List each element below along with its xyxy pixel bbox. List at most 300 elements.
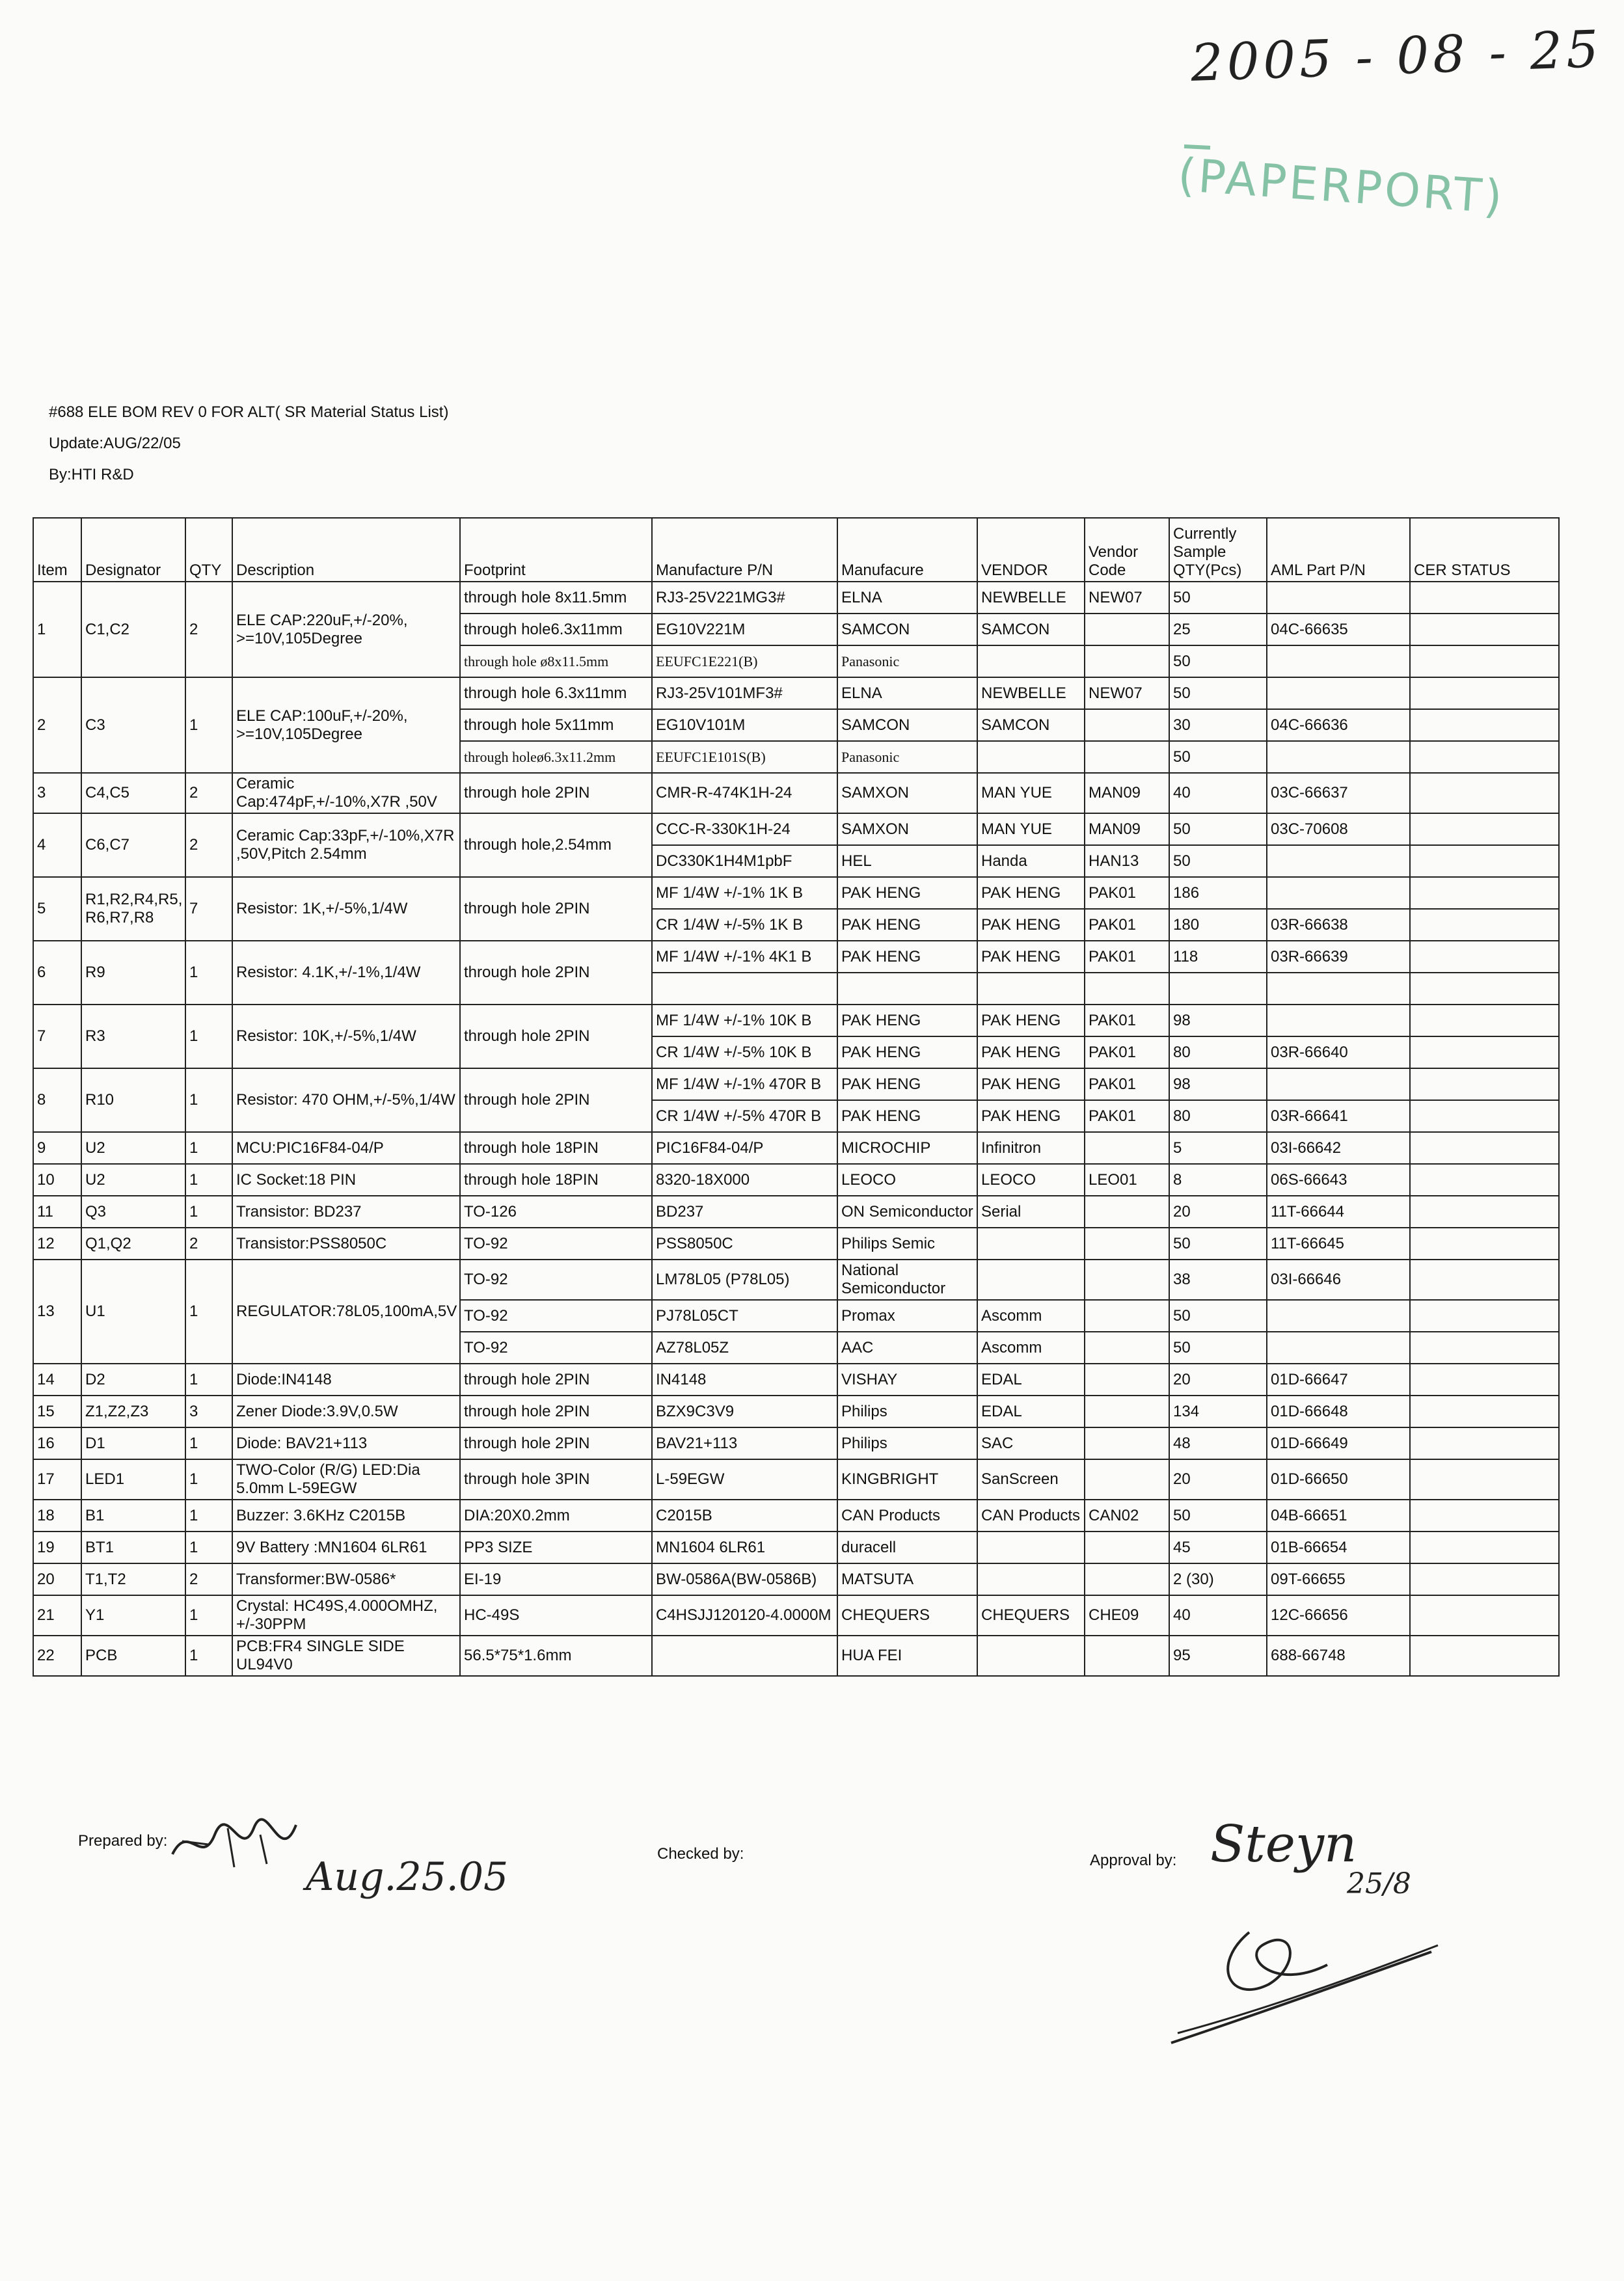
designator-cell: D1 — [81, 1427, 185, 1459]
aml-part-cell: 06S-66643 — [1267, 1164, 1410, 1196]
vendor-code-cell — [1085, 1332, 1169, 1364]
manufacturer-cell: SAMCON — [837, 614, 977, 645]
sample-qty-cell: 20 — [1169, 1459, 1267, 1500]
description-cell: Transistor:PSS8050C — [232, 1228, 460, 1260]
manufacture-pn-cell — [652, 1636, 837, 1676]
header-designator: Designator — [81, 518, 185, 582]
vendor-code-cell: PAK01 — [1085, 1036, 1169, 1068]
footprint-cell: EI-19 — [460, 1563, 652, 1595]
description-cell: PCB:FR4 SINGLE SIDE UL94V0 — [232, 1636, 460, 1676]
sample-qty-cell: 50 — [1169, 1332, 1267, 1364]
footprint-cell: TO-126 — [460, 1196, 652, 1228]
document-author: By:HTI R&D — [49, 466, 134, 483]
vendor-cell: Ascomm — [977, 1332, 1085, 1364]
designator-cell: U2 — [81, 1164, 185, 1196]
vendor-cell: NEWBELLE — [977, 582, 1085, 614]
manufacture-pn-cell: BW-0586A(BW-0586B) — [652, 1563, 837, 1595]
footprint-cell: through hole 2PIN — [460, 877, 652, 941]
aml-part-cell: 04C-66635 — [1267, 614, 1410, 645]
qty-cell: 1 — [185, 1068, 232, 1132]
description-cell: TWO-Color (R/G) LED:Dia 5.0mm L-59EGW — [232, 1459, 460, 1500]
table-row — [33, 813, 1559, 845]
sample-qty-cell: 45 — [1169, 1532, 1267, 1563]
sample-qty-cell: 30 — [1169, 709, 1267, 741]
prepared-by-label: Prepared by: — [78, 1832, 168, 1850]
qty-cell: 1 — [185, 1005, 232, 1068]
sample-qty-cell: 48 — [1169, 1427, 1267, 1459]
vendor-cell — [977, 1563, 1085, 1595]
footprint-cell: through hole 2PIN — [460, 941, 652, 1005]
vendor-cell: PAK HENG — [977, 909, 1085, 941]
footprint-cell: through hole 2PIN — [460, 1364, 652, 1396]
table-row — [33, 1459, 1559, 1500]
header-footprint: Footprint — [460, 518, 652, 582]
document-title: #688 ELE BOM REV 0 FOR ALT( SR Material Status List) — [49, 403, 449, 421]
footprint-cell: TO-92 — [460, 1332, 652, 1364]
sample-qty-cell: 50 — [1169, 845, 1267, 877]
aml-part-cell: 03R-66639 — [1267, 941, 1410, 973]
cer-status-cell — [1410, 582, 1559, 614]
table-row — [33, 1068, 1559, 1100]
manufacturer-cell: PAK HENG — [837, 1005, 977, 1036]
manufacture-pn-cell: C4HSJJ120120-4.0000M — [652, 1595, 837, 1636]
designator-cell: B1 — [81, 1500, 185, 1532]
aml-part-cell — [1267, 677, 1410, 709]
aml-part-cell: 11T-66645 — [1267, 1228, 1410, 1260]
sample-qty-cell: 50 — [1169, 677, 1267, 709]
vendor-cell: SAMCON — [977, 614, 1085, 645]
aml-part-cell: 688-66748 — [1267, 1636, 1410, 1676]
cer-status-cell — [1410, 813, 1559, 845]
sample-qty-cell: 95 — [1169, 1636, 1267, 1676]
manufacturer-cell: SAMCON — [837, 709, 977, 741]
description-cell: Ceramic Cap:474pF,+/-10%,X7R ,50V — [232, 773, 460, 813]
qty-cell: 1 — [185, 1427, 232, 1459]
table-row — [33, 1595, 1559, 1636]
table-row — [33, 1260, 1559, 1300]
footprint-cell: PP3 SIZE — [460, 1532, 652, 1563]
vendor-code-cell — [1085, 1532, 1169, 1563]
item-cell: 12 — [33, 1228, 81, 1260]
manufacturer-cell: PAK HENG — [837, 1036, 977, 1068]
footprint-cell: through holeø6.3x11.2mm — [460, 741, 652, 773]
table-row — [33, 677, 1559, 709]
vendor-code-cell — [1085, 1364, 1169, 1396]
document-update: Update:AUG/22/05 — [49, 435, 181, 452]
approval-by-label: Approval by: — [1090, 1852, 1177, 1869]
manufacture-pn-cell: EG10V221M — [652, 614, 837, 645]
manufacture-pn-cell: EG10V101M — [652, 709, 837, 741]
manufacture-pn-cell: C2015B — [652, 1500, 837, 1532]
footprint-cell: through hole 2PIN — [460, 1068, 652, 1132]
manufacturer-cell: PAK HENG — [837, 877, 977, 909]
vendor-code-cell — [1085, 973, 1169, 1005]
footprint-cell: through hole 5x11mm — [460, 709, 652, 741]
footprint-cell: through hole 18PIN — [460, 1164, 652, 1196]
cer-status-cell — [1410, 1068, 1559, 1100]
designator-cell: R10 — [81, 1068, 185, 1132]
vendor-code-cell — [1085, 1459, 1169, 1500]
item-cell: 20 — [33, 1563, 81, 1595]
footprint-cell: through hole 8x11.5mm — [460, 582, 652, 614]
footprint-cell: through hole 2PIN — [460, 1427, 652, 1459]
manufacturer-cell: ELNA — [837, 677, 977, 709]
manufacturer-cell: HEL — [837, 845, 977, 877]
designator-cell: U1 — [81, 1260, 185, 1364]
cer-status-cell — [1410, 677, 1559, 709]
cer-status-cell — [1410, 741, 1559, 773]
prepared-by-signature — [169, 1815, 299, 1885]
manufacture-pn-cell: PJ78L05CT — [652, 1300, 837, 1332]
item-cell: 4 — [33, 813, 81, 877]
manufacturer-cell: PAK HENG — [837, 909, 977, 941]
sample-qty-cell: 186 — [1169, 877, 1267, 909]
header-cer-status: CER STATUS — [1410, 518, 1559, 582]
vendor-cell: Infinitron — [977, 1132, 1085, 1164]
qty-cell: 1 — [185, 941, 232, 1005]
description-cell: REGULATOR:78L05,100mA,5V — [232, 1260, 460, 1364]
manufacture-pn-cell — [652, 973, 837, 1005]
vendor-code-cell: PAK01 — [1085, 1100, 1169, 1132]
manufacture-pn-cell: MN1604 6LR61 — [652, 1532, 837, 1563]
description-cell: MCU:PIC16F84-04/P — [232, 1132, 460, 1164]
table-row — [33, 1228, 1559, 1260]
vendor-cell: PAK HENG — [977, 1005, 1085, 1036]
cer-status-cell — [1410, 877, 1559, 909]
aml-part-cell — [1267, 582, 1410, 614]
cer-status-cell — [1410, 845, 1559, 877]
bom-table — [33, 517, 1560, 1677]
qty-cell: 1 — [185, 1260, 232, 1364]
vendor-code-cell — [1085, 1300, 1169, 1332]
table-row — [33, 1364, 1559, 1396]
cer-status-cell — [1410, 1595, 1559, 1636]
qty-cell: 3 — [185, 1396, 232, 1427]
item-cell: 19 — [33, 1532, 81, 1563]
sample-qty-cell: 25 — [1169, 614, 1267, 645]
manufacturer-cell: CAN Products — [837, 1500, 977, 1532]
manufacture-pn-cell: EEUFC1E221(B) — [652, 645, 837, 677]
prepared-date: Aug.25.05 — [306, 1854, 509, 1900]
aml-part-cell: 03I-66642 — [1267, 1132, 1410, 1164]
manufacture-pn-cell: CR 1/4W +/-5% 10K B — [652, 1036, 837, 1068]
table-row — [33, 877, 1559, 909]
vendor-cell: CHEQUERS — [977, 1595, 1085, 1636]
vendor-cell: SAC — [977, 1427, 1085, 1459]
handwritten-date: 2005 - 08 - 25 — [1189, 20, 1604, 94]
footprint-cell: through hole,2.54mm — [460, 813, 652, 877]
footprint-cell: through hole ø8x11.5mm — [460, 645, 652, 677]
table-row — [33, 1164, 1559, 1196]
aml-part-cell: 01D-66648 — [1267, 1396, 1410, 1427]
qty-cell: 2 — [185, 582, 232, 677]
vendor-cell: EDAL — [977, 1396, 1085, 1427]
aml-part-cell: 03I-66646 — [1267, 1260, 1410, 1300]
description-cell: ELE CAP:220uF,+/-20%, >=10V,105Degree — [232, 582, 460, 677]
sample-qty-cell: 8 — [1169, 1164, 1267, 1196]
cer-status-cell — [1410, 973, 1559, 1005]
manufacture-pn-cell: AZ78L05Z — [652, 1332, 837, 1364]
vendor-cell: NEWBELLE — [977, 677, 1085, 709]
description-cell: Resistor: 10K,+/-5%,1/4W — [232, 1005, 460, 1068]
item-cell: 9 — [33, 1132, 81, 1164]
vendor-code-cell — [1085, 741, 1169, 773]
description-cell: Resistor: 4.1K,+/-1%,1/4W — [232, 941, 460, 1005]
designator-cell: C6,C7 — [81, 813, 185, 877]
item-cell: 21 — [33, 1595, 81, 1636]
vendor-code-cell — [1085, 709, 1169, 741]
qty-cell: 1 — [185, 1196, 232, 1228]
sample-qty-cell: 50 — [1169, 1228, 1267, 1260]
signature-scribble-icon — [169, 1815, 299, 1874]
qty-cell: 2 — [185, 813, 232, 877]
cer-status-cell — [1410, 1300, 1559, 1332]
aml-part-cell: 04B-66651 — [1267, 1500, 1410, 1532]
manufacture-pn-cell: MF 1/4W +/-1% 10K B — [652, 1005, 837, 1036]
header-sample-qty: Currently Sample QTY(Pcs) — [1169, 518, 1267, 582]
table-row — [33, 773, 1559, 813]
description-cell: Transistor: BD237 — [232, 1196, 460, 1228]
vendor-code-cell: NEW07 — [1085, 677, 1169, 709]
manufacture-pn-cell: PSS8050C — [652, 1228, 837, 1260]
description-cell: Crystal: HC49S,4.000OMHZ, +/-30PPM — [232, 1595, 460, 1636]
description-cell: Ceramic Cap:33pF,+/-10%,X7R ,50V,Pitch 2.54mm — [232, 813, 460, 877]
manufacturer-cell: National Semiconductor — [837, 1260, 977, 1300]
footprint-cell: DIA:20X0.2mm — [460, 1500, 652, 1532]
cer-status-cell — [1410, 1228, 1559, 1260]
cer-status-cell — [1410, 1036, 1559, 1068]
manufacturer-cell: SAMXON — [837, 773, 977, 813]
table-row — [33, 1636, 1559, 1676]
description-cell: Resistor: 470 OHM,+/-5%,1/4W — [232, 1068, 460, 1132]
item-cell: 1 — [33, 582, 81, 677]
sample-qty-cell: 38 — [1169, 1260, 1267, 1300]
manufacturer-cell: PAK HENG — [837, 941, 977, 973]
manufacturer-cell: duracell — [837, 1532, 977, 1563]
cer-status-cell — [1410, 1532, 1559, 1563]
manufacturer-cell: ELNA — [837, 582, 977, 614]
sample-qty-cell — [1169, 973, 1267, 1005]
designator-cell: R1,R2,R4,R5, R6,R7,R8 — [81, 877, 185, 941]
cer-status-cell — [1410, 1459, 1559, 1500]
footprint-cell: through hole 2PIN — [460, 1396, 652, 1427]
description-cell: Buzzer: 3.6KHz C2015B — [232, 1500, 460, 1532]
qty-cell: 1 — [185, 1459, 232, 1500]
designator-cell: Y1 — [81, 1595, 185, 1636]
sample-qty-cell: 50 — [1169, 741, 1267, 773]
sample-qty-cell: 20 — [1169, 1364, 1267, 1396]
sample-qty-cell: 5 — [1169, 1132, 1267, 1164]
checked-by-label: Checked by: — [657, 1845, 744, 1863]
designator-cell: C4,C5 — [81, 773, 185, 813]
manufacture-pn-cell: RJ3-25V221MG3# — [652, 582, 837, 614]
aml-part-cell: 03R-66638 — [1267, 909, 1410, 941]
description-cell: Diode: BAV21+113 — [232, 1427, 460, 1459]
aml-part-cell: 03R-66640 — [1267, 1036, 1410, 1068]
table-row — [33, 1500, 1559, 1532]
vendor-code-cell — [1085, 1427, 1169, 1459]
manufacture-pn-cell: CR 1/4W +/-5% 470R B — [652, 1100, 837, 1132]
sample-qty-cell: 50 — [1169, 1500, 1267, 1532]
designator-cell: Z1,Z2,Z3 — [81, 1396, 185, 1427]
header-qty: QTY — [185, 518, 232, 582]
designator-cell: PCB — [81, 1636, 185, 1676]
manufacturer-cell: Philips — [837, 1396, 977, 1427]
qty-cell: 7 — [185, 877, 232, 941]
vendor-code-cell: PAK01 — [1085, 1068, 1169, 1100]
cer-status-cell — [1410, 1260, 1559, 1300]
vendor-cell: SAMCON — [977, 709, 1085, 741]
vendor-code-cell: NEW07 — [1085, 582, 1169, 614]
footprint-cell: HC-49S — [460, 1595, 652, 1636]
sample-qty-cell: 98 — [1169, 1068, 1267, 1100]
vendor-code-cell: CAN02 — [1085, 1500, 1169, 1532]
vendor-cell — [977, 973, 1085, 1005]
vendor-code-cell — [1085, 1563, 1169, 1595]
aml-part-cell: 03R-66641 — [1267, 1100, 1410, 1132]
sample-qty-cell: 80 — [1169, 1036, 1267, 1068]
vendor-cell: LEOCO — [977, 1164, 1085, 1196]
item-cell: 18 — [33, 1500, 81, 1532]
footprint-cell: through hole 6.3x11mm — [460, 677, 652, 709]
manufacturer-cell: PAK HENG — [837, 1068, 977, 1100]
vendor-code-cell — [1085, 1636, 1169, 1676]
designator-cell: R9 — [81, 941, 185, 1005]
vendor-cell — [977, 1532, 1085, 1563]
item-cell: 16 — [33, 1427, 81, 1459]
cer-status-cell — [1410, 1636, 1559, 1676]
description-cell: IC Socket:18 PIN — [232, 1164, 460, 1196]
vendor-cell: EDAL — [977, 1364, 1085, 1396]
vendor-cell: PAK HENG — [977, 1100, 1085, 1132]
aml-part-cell — [1267, 845, 1410, 877]
item-cell: 6 — [33, 941, 81, 1005]
vendor-code-cell: PAK01 — [1085, 941, 1169, 973]
qty-cell: 2 — [185, 773, 232, 813]
cer-status-cell — [1410, 1332, 1559, 1364]
cer-status-cell — [1410, 773, 1559, 813]
table-row — [33, 582, 1559, 614]
designator-cell: Q1,Q2 — [81, 1228, 185, 1260]
table-row — [33, 1396, 1559, 1427]
designator-cell: Q3 — [81, 1196, 185, 1228]
approval-date: 25/8 — [1347, 1867, 1411, 1900]
vendor-code-cell: PAK01 — [1085, 909, 1169, 941]
item-cell: 15 — [33, 1396, 81, 1427]
paperport-stamp — [1171, 140, 1507, 244]
header-manufacure: Manufacure — [837, 518, 977, 582]
manufacture-pn-cell: L-59EGW — [652, 1459, 837, 1500]
cer-status-cell — [1410, 1364, 1559, 1396]
sample-qty-cell: 118 — [1169, 941, 1267, 973]
manufacturer-cell: PAK HENG — [837, 1100, 977, 1132]
aml-part-cell — [1267, 741, 1410, 773]
designator-cell: C1,C2 — [81, 582, 185, 677]
sample-qty-cell: 20 — [1169, 1196, 1267, 1228]
vendor-cell — [977, 1636, 1085, 1676]
cer-status-cell — [1410, 1396, 1559, 1427]
table-row — [33, 1427, 1559, 1459]
qty-cell: 2 — [185, 1563, 232, 1595]
table-row — [33, 1132, 1559, 1164]
item-cell: 7 — [33, 1005, 81, 1068]
cer-status-cell — [1410, 1164, 1559, 1196]
item-cell: 11 — [33, 1196, 81, 1228]
sample-qty-cell: 80 — [1169, 1100, 1267, 1132]
item-cell: 10 — [33, 1164, 81, 1196]
footprint-cell: TO-92 — [460, 1300, 652, 1332]
aml-part-cell: 01D-66647 — [1267, 1364, 1410, 1396]
header-vendor-code: Vendor Code — [1085, 518, 1169, 582]
cer-status-cell — [1410, 645, 1559, 677]
item-cell: 22 — [33, 1636, 81, 1676]
vendor-cell: Handa — [977, 845, 1085, 877]
footprint-cell: through hole 18PIN — [460, 1132, 652, 1164]
description-cell: ELE CAP:100uF,+/-20%, >=10V,105Degree — [232, 677, 460, 773]
vendor-code-cell: MAN09 — [1085, 813, 1169, 845]
aml-part-cell — [1267, 1332, 1410, 1364]
item-cell: 13 — [33, 1260, 81, 1364]
vendor-cell: CAN Products — [977, 1500, 1085, 1532]
cer-status-cell — [1410, 1563, 1559, 1595]
sample-qty-cell: 2 (30) — [1169, 1563, 1267, 1595]
manufacturer-cell: SAMXON — [837, 813, 977, 845]
aml-part-cell: 01D-66649 — [1267, 1427, 1410, 1459]
designator-cell: BT1 — [81, 1532, 185, 1563]
aml-part-cell: 01D-66650 — [1267, 1459, 1410, 1500]
sample-qty-cell: 134 — [1169, 1396, 1267, 1427]
stamp-text: (PAPERPORT) — [1176, 148, 1507, 224]
vendor-cell — [977, 1228, 1085, 1260]
manufacture-pn-cell: EEUFC1E101S(B) — [652, 741, 837, 773]
aml-part-cell — [1267, 1005, 1410, 1036]
vendor-code-cell: CHE09 — [1085, 1595, 1169, 1636]
vendor-cell — [977, 645, 1085, 677]
vendor-code-cell: PAK01 — [1085, 1005, 1169, 1036]
manufacturer-cell: AAC — [837, 1332, 977, 1364]
footprint-cell: TO-92 — [460, 1228, 652, 1260]
item-cell: 14 — [33, 1364, 81, 1396]
vendor-code-cell — [1085, 614, 1169, 645]
header-aml: AML Part P/N — [1267, 518, 1410, 582]
table-row — [33, 1005, 1559, 1036]
signature-flourish-icon — [1132, 1835, 1470, 2049]
item-cell: 5 — [33, 877, 81, 941]
designator-cell: LED1 — [81, 1459, 185, 1500]
vendor-code-cell: MAN09 — [1085, 773, 1169, 813]
manufacturer-cell: MICROCHIP — [837, 1132, 977, 1164]
designator-cell: C3 — [81, 677, 185, 773]
vendor-cell: SanScreen — [977, 1459, 1085, 1500]
table-row — [33, 1563, 1559, 1595]
aml-part-cell — [1267, 973, 1410, 1005]
aml-part-cell: 04C-66636 — [1267, 709, 1410, 741]
aml-part-cell — [1267, 1068, 1410, 1100]
vendor-cell: PAK HENG — [977, 941, 1085, 973]
vendor-code-cell: HAN13 — [1085, 845, 1169, 877]
sample-qty-cell: 50 — [1169, 645, 1267, 677]
footprint-cell: through hole6.3x11mm — [460, 614, 652, 645]
manufacturer-cell — [837, 973, 977, 1005]
description-cell: Diode:IN4148 — [232, 1364, 460, 1396]
vendor-cell: Serial — [977, 1196, 1085, 1228]
footprint-cell: through hole 2PIN — [460, 1005, 652, 1068]
manufacturer-cell: KINGBRIGHT — [837, 1459, 977, 1500]
sample-qty-cell: 98 — [1169, 1005, 1267, 1036]
item-cell: 2 — [33, 677, 81, 773]
table-row — [33, 1532, 1559, 1563]
qty-cell: 1 — [185, 677, 232, 773]
